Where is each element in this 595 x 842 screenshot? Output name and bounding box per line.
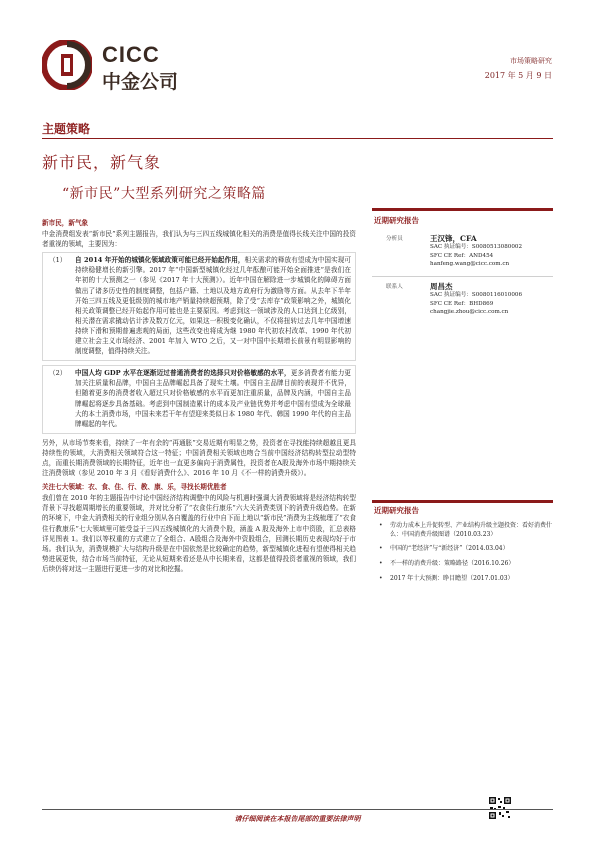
analyst-sac: SAC 执证编号：S0080513080002 <box>430 244 522 251</box>
point-1 <box>42 252 356 361</box>
section2-heading: 关注七大领域：衣、食、住、行、教、康、乐，寻找长期优胜者 <box>42 483 227 492</box>
analyst-name: 王汉锋，CFA <box>430 234 477 243</box>
cicc-logo-icon <box>42 40 92 90</box>
sidebar-analysts-title: 近期研究报告 <box>374 216 419 225</box>
report-series-label: 市场策略研究 <box>510 57 552 65</box>
point-number: （2） <box>49 369 67 378</box>
header-divider <box>42 138 553 139</box>
recent-report-item[interactable]: • 2017 年十大预测：睁目瞻望（2017.01.03） <box>372 575 553 584</box>
report-title: 新市民，新气象 <box>42 153 162 172</box>
market-rhythm-paragraph: 另外，从市场节奏来看，持续了一年有余的“再通胀”交易近期有明显之势，投资者在寻找能持续超越且更具持续性的领域，大消费相关领域符合这一特征；中国消费相关领域也吻合当前中国经济结构转型拉动型特点，而重长期消费领域的长期特征，近年也一直更多偏向于消费属性，投资者在A股及海外市场中期持续关注消费领域（参见 2010 年 3 月《看好消费什么》、2016 年 10 月《不一样的消费升级》）。 <box>42 438 356 478</box>
point-2 <box>42 365 356 434</box>
logo-text-cn: 中金公司 <box>102 71 179 93</box>
recent-report-item[interactable]: • 劳动力成本上升促转型、产业结构升级主题投资：看好消费什么：中国消费升级图谱（2010.03.23） <box>372 522 553 540</box>
recent-report-item[interactable]: • 中国的“老经济”与“新经济”（2014.03.04） <box>372 545 553 554</box>
recent-reports <box>372 500 553 590</box>
point-number: （1） <box>49 256 67 265</box>
analyst-name: 周昌杰 <box>430 282 453 291</box>
analyst-role: 分析员 <box>386 236 403 242</box>
analyst-sfc: SFC CE Ref：AND454 <box>430 252 494 259</box>
intro-paragraph: 中金消费组发表“新市民”系列主题报告，我们认为与三四五线城镇化相关的消费是值得长线关注中国的投资者重视的领域，主要因为： <box>42 230 356 249</box>
analyst-email[interactable]: hanfeng.wang@cicc.com.cn <box>430 261 510 268</box>
point-lead: 自 2014 年开始的城镇化领域政策可能已经开始起作用， <box>75 256 245 265</box>
analyst-sac: SAC 执证编号：S0080116010006 <box>430 292 522 299</box>
report-body <box>42 218 356 575</box>
analyst-sfc: SFC CE Ref：BHD869 <box>430 300 494 307</box>
recent-reports-title: 近期研究报告 <box>374 506 419 515</box>
analyst-email[interactable]: changjie.zhou@cicc.com.cn <box>430 309 509 316</box>
legal-disclaimer: 请仔细阅读在本报告尾部的重要法律声明 <box>234 814 361 823</box>
recent-report-item[interactable]: • 不一样的消费升级：策略路径（2016.10.26） <box>372 560 553 569</box>
section2-paragraph: 我们曾在 2010 年的主题报告中讨论中国经济结构调整中的风险与机遇时强调大消费领域将是经济结构转型背景下寻找超周期增长的重要领域，并对比分析了“衣食住行康乐”六大关消费类别下的消费升级趋势。在新的环境下，中金大消费相关的行业组分别从各自覆盖的行业中自下而上地以“新市民”消费为主线梳理了“衣食住行教康乐”七大领域里可能受益于三四五线城镇化的大消费个股，涵盖 A 股及海外上市中资股，汇总表格详见图表 1。我们以等权重的方式建立了全组合、A股组合及海外中资股组合，回测长期历史表现均好于市场。我们认为，消费规模扩大与结构升级是在中国依然是比较确定的趋势，新型城镇化进程有望使得相关趋势进展更快，结合市场当前特征，无论从短期来看还是从中长期来看，这都是值得投资者重视的领域，我们后续仍将对这一主题进行更进一步的对比和挖掘。 <box>42 494 356 573</box>
cicc-logo <box>42 36 182 98</box>
intro-heading: 新市民，新气象 <box>42 219 89 227</box>
footer-divider <box>42 809 553 810</box>
report-category: 主题策略 <box>42 122 91 136</box>
point-text: 相关需求的释放有望成为中国实现可持续稳健增长的新引擎。2017 年“中国新型城镇化经过几年酝酿可能开始全面推进”是我们在年初的十大预测之一（参见《2017 年十大预测》）。近年中国在解除进一步城镇化的障碍方面做出了诸多历史性的制度调整，包括户籍、土地以及地方政府行为激励等方面。从去年下半年开始三四五线及更低级别的城市地产销量持续超预期，除了受“去库存”政策影响之外，城镇化相关政策调整已经开始起作用可能也是主要原因。考虑到这一领域涉及的人口达到上亿级别，相关潜在需求撬动估计涉及数万亿元，如果这一积极变化确认，不仅将扭转过去几年中国增速持续下滑和预期普遍悲观的局面，这些改变也将成为继 1980 年代初农村改革、1990 年代初建立社会主义市场经济、2001 年加入 WTO 之后，又一对中国中长期增长前景有明显影响的制度调整，值得持续关注。 <box>75 256 352 356</box>
report-subtitle: “新市民”大型系列研究之策略篇 <box>62 186 266 202</box>
analyst-role: 联系人 <box>386 284 403 290</box>
point-lead: 中国人均 GDP 水平在逐渐迈过普通消费者的选择只对价格敏感的水平， <box>75 369 291 378</box>
logo-text-en: CICC <box>102 42 160 67</box>
point-text: 更多消费者有能力更加关注质量和品牌，中国自主品牌崛起具备了现实土壤。中国自主品牌目前的表现并不优异，但随着更多的消费者收入超过只对价格敏感的水平而更加注重质量，品牌及内涵，中国自主品牌崛起将逐步具备基础。考虑到中国制造累计的成本及产业链优势并考虑中国有望成为全球最大的本土消费市场，中国未来若干年有望迎来类似日本 1980 年代、韩国 1990 年代的自主品牌崛起的年代。 <box>75 369 351 428</box>
report-date: 2017 年 5 月 9 日 <box>484 71 552 80</box>
sidebar-analysts-header <box>372 208 553 229</box>
sidebar-divider <box>372 276 553 277</box>
